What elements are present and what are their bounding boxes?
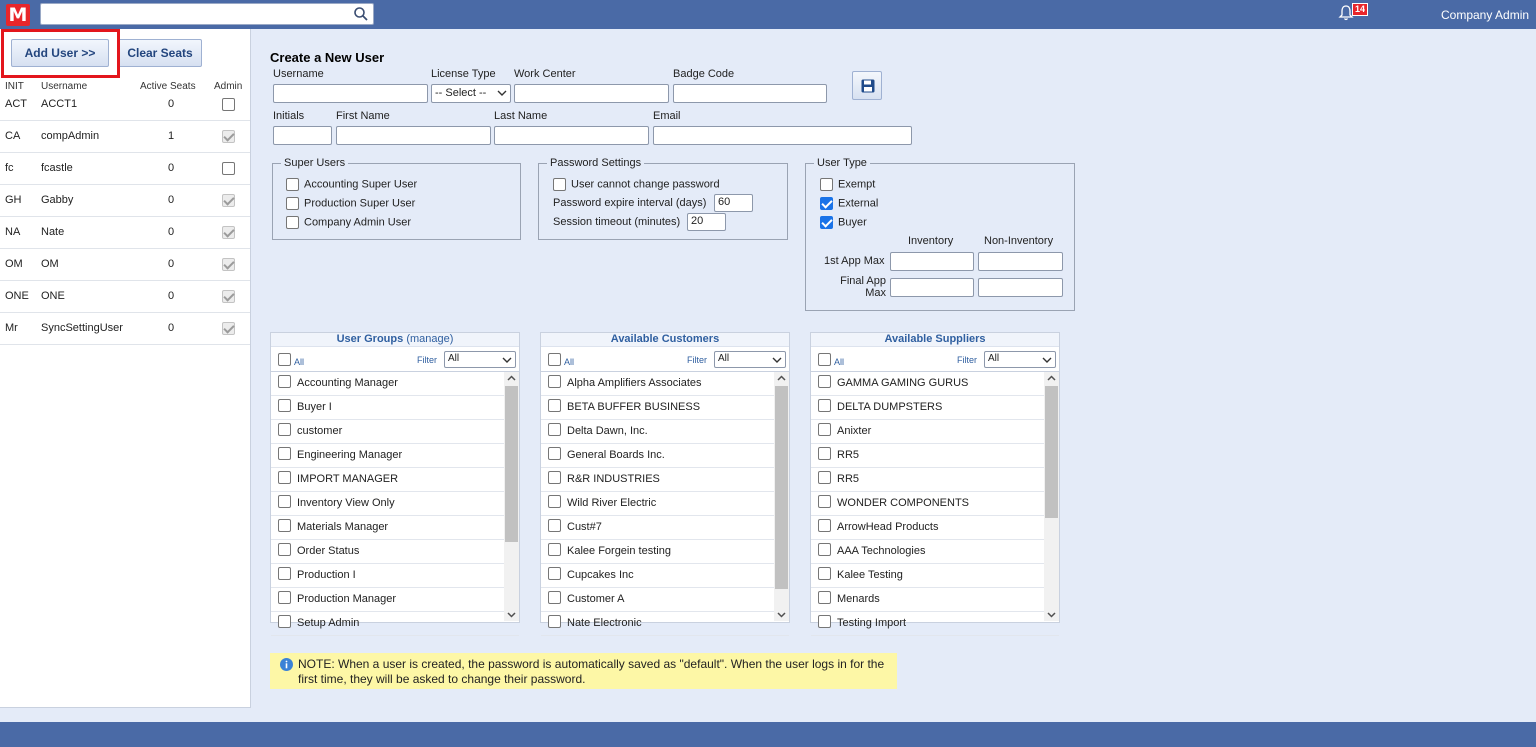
checkbox[interactable] [818, 591, 831, 604]
list-item-label: AAA Technologies [837, 545, 926, 557]
user-row[interactable] [0, 89, 250, 121]
checkbox[interactable] [278, 423, 291, 436]
company-admin-user-checkbox[interactable] [286, 216, 411, 229]
user-init: ONE [5, 290, 29, 302]
scroll-down-icon[interactable] [1047, 612, 1056, 618]
password-settings-legend: Password Settings [550, 157, 642, 169]
filter-value: All [718, 353, 730, 364]
select-all-checkbox[interactable] [818, 353, 831, 366]
last-name-label: Last Name [494, 110, 548, 122]
checkbox[interactable] [548, 447, 561, 460]
list-item-label: Production I [297, 569, 356, 581]
list-item-label: General Boards Inc. [567, 449, 665, 461]
filter-label: Filter [417, 355, 437, 365]
save-button[interactable] [852, 71, 882, 100]
chevron-down-icon [1042, 356, 1052, 364]
list-item-label: Kalee Testing [837, 569, 903, 581]
top-bar [0, 0, 1536, 29]
user-init: GH [5, 194, 22, 206]
list-item-label: Engineering Manager [297, 449, 403, 461]
checkbox-label: Production Super User [304, 197, 416, 210]
accounting-super-user-checkbox[interactable] [286, 178, 417, 191]
checkbox[interactable] [548, 567, 561, 580]
checkbox[interactable] [818, 471, 831, 484]
list-item[interactable] [541, 564, 789, 588]
user-init: ACT [5, 98, 27, 110]
col-username: Username [41, 81, 88, 92]
manage-link[interactable]: (manage) [406, 333, 454, 345]
list-item-label: Alpha Amplifiers Associates [567, 377, 702, 389]
list-item[interactable] [541, 444, 789, 468]
last-name-input[interactable] [494, 126, 649, 145]
list-item-label: DELTA DUMPSTERS [837, 401, 943, 413]
user-active-seats: 0 [168, 162, 175, 174]
user-active-seats: 0 [168, 258, 175, 270]
bottom-bar [0, 722, 1536, 747]
list-item[interactable] [541, 516, 789, 540]
suppliers-panel [810, 332, 1060, 629]
list-item[interactable] [811, 420, 1059, 444]
col-active-seats: Active Seats [140, 81, 196, 92]
scroll-up-icon[interactable] [1047, 375, 1056, 381]
user-init: Mr [5, 322, 18, 334]
user-row[interactable] [0, 153, 250, 185]
list-item[interactable] [811, 396, 1059, 420]
production-super-user-checkbox[interactable] [286, 197, 415, 210]
user-username: Gabby [41, 194, 74, 206]
col-admin: Admin [214, 81, 243, 92]
info-icon [280, 658, 293, 671]
user-groups-header [271, 333, 519, 347]
list-item-label: BETA BUFFER BUSINESS [567, 401, 701, 413]
scrollbar[interactable] [1044, 372, 1059, 621]
checkbox[interactable] [818, 543, 831, 556]
checkbox-label: External [838, 197, 879, 210]
list-item[interactable] [541, 396, 789, 420]
list-item-label: Testing Import [837, 617, 907, 629]
scrollbar-thumb[interactable] [505, 386, 518, 542]
list-item[interactable] [271, 564, 519, 588]
user-row[interactable] [0, 313, 250, 345]
page-title: Create a New User [270, 50, 385, 65]
bell-icon[interactable] [1339, 5, 1353, 21]
user-row[interactable] [0, 121, 250, 153]
external-checkbox[interactable] [820, 197, 878, 210]
email-input[interactable] [653, 126, 912, 145]
work-center-label: Work Center [514, 68, 576, 80]
checkbox-label: Accounting Super User [304, 178, 418, 191]
list-item[interactable] [541, 372, 789, 396]
customers-header: Available Customers [541, 333, 789, 347]
badge-code-input[interactable] [673, 84, 827, 103]
expire-interval-label: Password expire interval (days) [553, 197, 707, 209]
cannot-change-password-checkbox[interactable] [553, 178, 720, 191]
list-item[interactable] [541, 420, 789, 444]
exempt-checkbox[interactable] [820, 178, 875, 191]
checkbox[interactable] [286, 197, 299, 210]
checkbox[interactable] [818, 375, 831, 388]
user-username: ONE [41, 290, 65, 302]
user-active-seats: 0 [168, 98, 175, 110]
checkbox[interactable] [548, 495, 561, 508]
checkbox[interactable] [278, 567, 291, 580]
admin-checkbox[interactable] [222, 98, 235, 111]
user-init: OM [5, 258, 23, 270]
list-item[interactable] [811, 588, 1059, 612]
chevron-down-icon [497, 89, 507, 97]
scroll-up-icon[interactable] [507, 375, 516, 381]
notification-badge[interactable]: 14 [1352, 3, 1368, 16]
scrollbar[interactable] [504, 372, 519, 621]
list-item-label: Accounting Manager [297, 377, 398, 389]
initials-label: Initials [273, 110, 305, 122]
filter-select[interactable] [984, 351, 1056, 368]
checkbox[interactable] [278, 495, 291, 508]
checkbox[interactable] [278, 375, 291, 388]
user-type-legend: User Type [817, 157, 867, 169]
list-item[interactable] [541, 540, 789, 564]
list-item[interactable] [541, 468, 789, 492]
list-item-label: Anixter [837, 425, 872, 437]
list-item-label: Production Manager [297, 593, 397, 605]
list-item[interactable] [811, 564, 1059, 588]
select-all-label: All [834, 357, 845, 367]
user-active-seats: 1 [168, 130, 175, 142]
list-item[interactable] [811, 612, 1059, 636]
app-logo[interactable]: M [6, 4, 30, 26]
scroll-up-icon[interactable] [777, 375, 786, 381]
list-item[interactable] [271, 396, 519, 420]
list-item-label: ArrowHead Products [837, 521, 939, 533]
checkbox[interactable] [548, 471, 561, 484]
checkbox[interactable] [548, 543, 561, 556]
first-app-max-inventory-input[interactable] [890, 252, 974, 271]
final-app-max-label: Final App Max [840, 275, 886, 299]
col-init: INIT [5, 81, 24, 92]
select-all-label: All [294, 357, 305, 367]
note-text: NOTE: When a user is created, the password is automatically saved as "default". When the user logs in for the first time, they will be asked to change their password. [298, 657, 885, 686]
list-item[interactable] [271, 540, 519, 564]
session-timeout-input[interactable]: 20 [687, 213, 726, 231]
list-item-label: RR5 [837, 473, 860, 485]
list-item-label: Setup Admin [297, 617, 360, 629]
list-item-label: Kalee Forgein testing [567, 545, 671, 557]
user-active-seats: 0 [168, 226, 175, 238]
filter-label: Filter [687, 355, 707, 365]
list-item[interactable] [271, 372, 519, 396]
list-item[interactable] [541, 492, 789, 516]
user-list-panel [0, 29, 251, 708]
chevron-down-icon [772, 356, 782, 364]
checkbox[interactable] [548, 615, 561, 628]
checkbox[interactable] [818, 423, 831, 436]
checkbox[interactable] [818, 519, 831, 532]
scrollbar-thumb[interactable] [775, 386, 788, 589]
checkbox[interactable] [278, 615, 291, 628]
admin-checkbox[interactable] [222, 130, 235, 143]
checkbox-label: Exempt [838, 178, 876, 191]
license-type-label: License Type [431, 68, 496, 80]
filter-value: All [448, 353, 460, 364]
final-app-max-inventory-input[interactable] [890, 278, 974, 297]
list-item-label: Customer A [567, 593, 625, 605]
select-all-checkbox[interactable] [548, 353, 561, 366]
filter-value: All [988, 353, 1000, 364]
list-item-label: Menards [837, 593, 880, 605]
user-username: fcastle [41, 162, 73, 174]
user-row[interactable] [0, 217, 250, 249]
list-item[interactable] [271, 588, 519, 612]
checkbox[interactable] [548, 399, 561, 412]
list-item[interactable] [811, 516, 1059, 540]
list-item[interactable] [271, 420, 519, 444]
checkbox[interactable] [548, 519, 561, 532]
highlight-box [1, 29, 120, 78]
list-item-label: RR5 [837, 449, 860, 461]
first-app-max-non-inventory-input[interactable] [978, 252, 1063, 271]
checkbox[interactable] [278, 543, 291, 556]
scroll-down-icon[interactable] [777, 612, 786, 618]
list-item-label: Inventory View Only [297, 497, 395, 509]
list-item-label: R&R INDUSTRIES [567, 473, 660, 485]
list-item-label: Cust#7 [567, 521, 602, 533]
scrollbar-thumb[interactable] [1045, 386, 1058, 518]
suppliers-filter-bar [811, 347, 1059, 372]
checkbox[interactable] [548, 591, 561, 604]
checkbox[interactable] [548, 375, 561, 388]
list-item[interactable] [541, 612, 789, 636]
session-timeout-label: Session timeout (minutes) [553, 216, 681, 228]
user-row[interactable] [0, 281, 250, 313]
super-users-legend: Super Users [284, 157, 346, 169]
user-username: ACCT1 [41, 98, 78, 110]
first-name-label: First Name [336, 110, 390, 122]
list-item[interactable] [811, 444, 1059, 468]
list-item-label: Buyer I [297, 401, 332, 413]
list-item[interactable] [811, 492, 1059, 516]
work-center-input[interactable] [514, 84, 669, 103]
inventory-label: Inventory [908, 235, 954, 247]
user-active-seats: 0 [168, 322, 175, 334]
buyer-checkbox[interactable] [820, 216, 867, 229]
info-note [270, 653, 897, 689]
user-active-seats: 0 [168, 290, 175, 302]
checkbox[interactable] [286, 178, 299, 191]
suppliers-header: Available Suppliers [811, 333, 1059, 347]
checkbox[interactable] [278, 399, 291, 412]
scroll-down-icon[interactable] [507, 612, 516, 618]
filter-select[interactable] [444, 351, 516, 368]
username-label: Username [273, 68, 324, 80]
badge-code-label: Badge Code [673, 68, 735, 80]
user-username: SyncSettingUser [41, 322, 123, 334]
checkbox[interactable] [553, 178, 566, 191]
checkbox[interactable] [818, 615, 831, 628]
checkbox[interactable] [820, 178, 833, 191]
license-type-value: -- Select -- [435, 87, 487, 99]
checkbox[interactable] [818, 447, 831, 460]
checkbox[interactable] [818, 567, 831, 580]
admin-checkbox[interactable] [222, 162, 235, 175]
user-menu[interactable]: Company Admin [1441, 8, 1530, 22]
list-item-label: IMPORT MANAGER [297, 473, 399, 485]
checkbox[interactable] [278, 591, 291, 604]
chevron-down-icon [502, 356, 512, 364]
non-inventory-label: Non-Inventory [984, 235, 1054, 247]
scrollbar[interactable] [774, 372, 789, 621]
checkbox[interactable] [818, 495, 831, 508]
user-username: compAdmin [41, 130, 100, 142]
first-name-input[interactable] [336, 126, 491, 145]
search-input[interactable] [40, 3, 374, 25]
checkbox[interactable] [818, 399, 831, 412]
list-item[interactable] [811, 372, 1059, 396]
list-item[interactable] [271, 492, 519, 516]
checkbox-checked[interactable] [820, 197, 833, 210]
user-row[interactable] [0, 249, 250, 281]
list-item[interactable] [271, 444, 519, 468]
checkbox[interactable] [278, 471, 291, 484]
list-item-label: Order Status [297, 545, 360, 557]
save-icon [861, 79, 875, 93]
checkbox-checked[interactable] [820, 216, 833, 229]
list-item[interactable] [271, 468, 519, 492]
list-item-label: Delta Dawn, Inc. [567, 425, 648, 437]
user-groups-filter-bar [271, 347, 519, 372]
customers-filter-bar [541, 347, 789, 372]
list-item-label: Cupcakes Inc [567, 569, 634, 581]
user-groups-panel [270, 332, 520, 629]
admin-checkbox[interactable] [222, 290, 235, 303]
user-init: fc [5, 162, 14, 174]
checkbox[interactable] [278, 519, 291, 532]
checkbox[interactable] [278, 447, 291, 460]
user-groups-title: User Groups [336, 333, 404, 345]
user-active-seats: 0 [168, 194, 175, 206]
list-item-label: WONDER COMPONENTS [837, 497, 969, 509]
initials-input[interactable] [273, 126, 332, 145]
list-item-label: customer [297, 425, 343, 437]
license-type-select[interactable] [431, 84, 511, 103]
checkbox-label: Buyer [838, 216, 867, 229]
list-item[interactable] [811, 540, 1059, 564]
email-label: Email [653, 110, 681, 122]
select-all-label: All [564, 357, 575, 367]
list-item-label: GAMMA GAMING GURUS [837, 377, 969, 389]
list-item-label: Nate Electronic [567, 617, 642, 629]
list-item[interactable] [271, 516, 519, 540]
list-item[interactable] [811, 468, 1059, 492]
admin-checkbox[interactable] [222, 258, 235, 271]
list-item-label: Wild River Electric [567, 497, 657, 509]
list-item[interactable] [271, 612, 519, 636]
filter-label: Filter [957, 355, 977, 365]
user-username: Nate [41, 226, 65, 238]
clear-seats-button[interactable]: Clear Seats [118, 39, 202, 67]
search-icon[interactable] [353, 6, 369, 22]
admin-checkbox[interactable] [222, 194, 235, 207]
admin-checkbox[interactable] [222, 322, 235, 335]
customers-panel [540, 332, 790, 629]
user-username: OM [41, 258, 59, 270]
checkbox[interactable] [548, 423, 561, 436]
final-app-max-non-inventory-input[interactable] [978, 278, 1063, 297]
checkbox[interactable] [286, 216, 299, 229]
user-init: CA [5, 130, 21, 142]
select-all-checkbox[interactable] [278, 353, 291, 366]
list-item-label: Materials Manager [297, 521, 389, 533]
checkbox-label: Company Admin User [304, 216, 411, 229]
checkbox-label: User cannot change password [571, 178, 720, 191]
filter-select[interactable] [714, 351, 786, 368]
list-item[interactable] [541, 588, 789, 612]
username-input[interactable] [273, 84, 428, 103]
user-row[interactable] [0, 185, 250, 217]
expire-interval-input[interactable]: 60 [714, 194, 753, 212]
first-app-max-label: 1st App Max [824, 255, 885, 267]
add-user-button[interactable]: Add User >> [11, 39, 109, 67]
user-init: NA [5, 226, 21, 238]
admin-checkbox[interactable] [222, 226, 235, 239]
